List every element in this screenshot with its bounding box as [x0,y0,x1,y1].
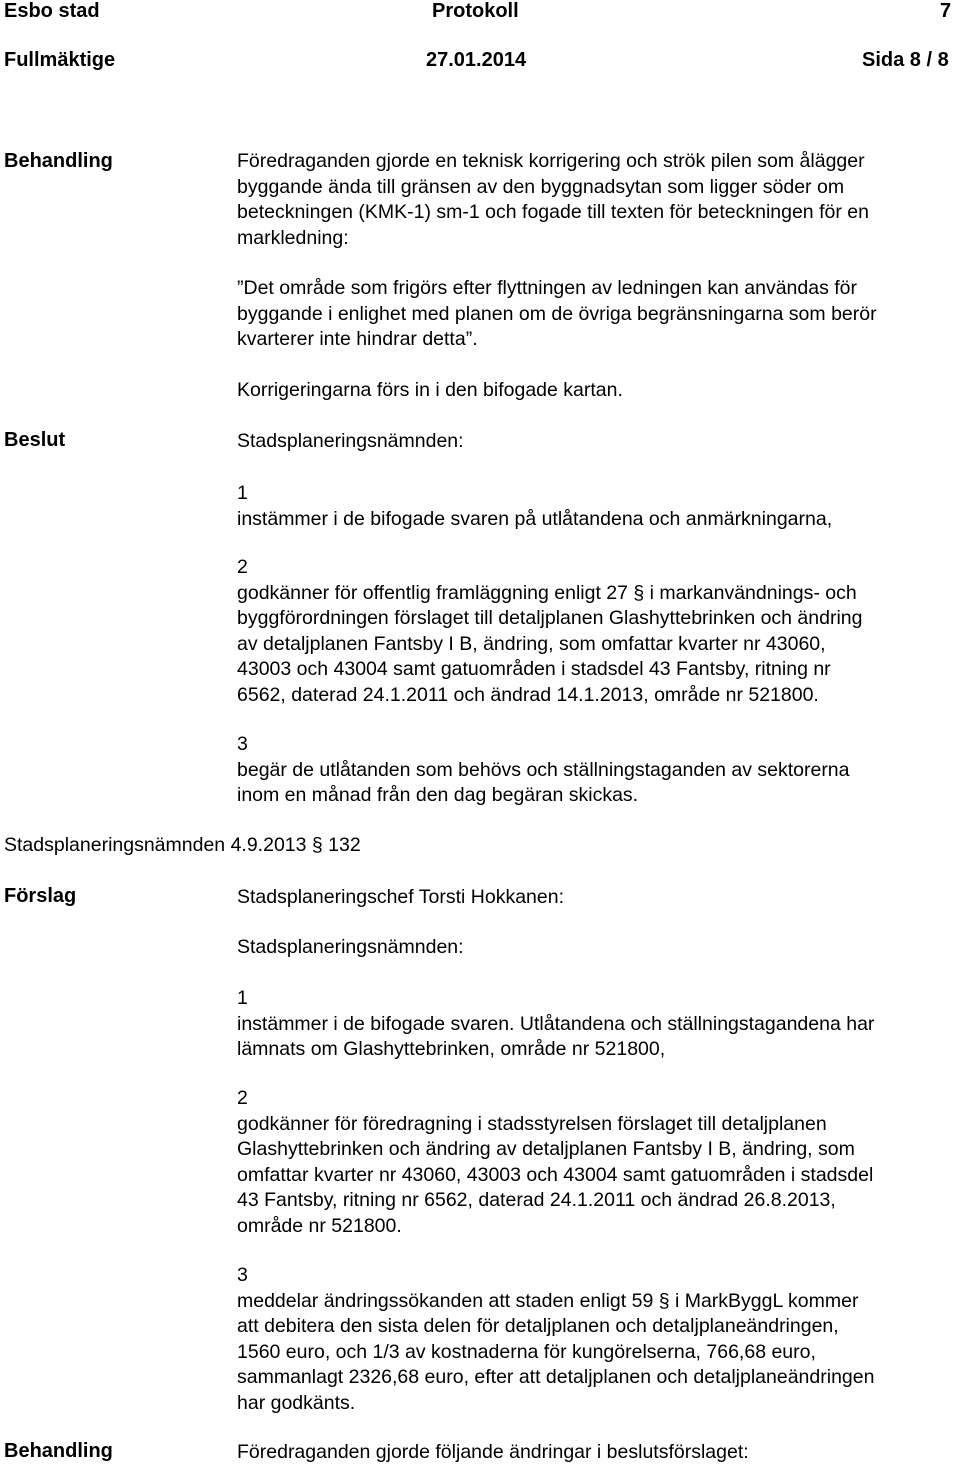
text-line: 1560 euro, och 1/3 av kostnaderna för kungörelserna, 766,68 euro, [237,1340,816,1363]
text-line: meddelar ändringssökanden att staden enligt 59 § i MarkByggL kommer [237,1289,859,1312]
text-line: lämnats om Glashyttebrinken, område nr 521800, [237,1038,666,1060]
text-line: byggande i enlighet med planen om de övriga begränsningarna som berör [237,302,877,325]
item-number: 2 [237,1087,248,1109]
text-line: område nr 521800. [237,1214,402,1237]
header-org: Esbo stad [4,0,100,22]
behandling-intro [237,149,957,251]
header-page-number: 7 [940,0,952,22]
header-body: Fullmäktige [4,49,116,71]
item-number: 1 [237,482,248,504]
beslut-item-2 [237,555,957,708]
text-line: Föredraganden gjorde en teknisk korrigering och strök pilen som ålägger [237,150,865,172]
text-line: 43003 och 43004 samt gatuområden i stadsdel 43 Fantsby, ritning nr [237,658,831,680]
beslut-heading [237,429,957,455]
text-line: 6562, daterad 24.1.2011 och ändrad 14.1.2013, område nr 521800. [237,683,819,706]
item-number: 3 [237,733,248,755]
text-line: 43 Fantsby, ritning nr 6562, daterad 24.1.2011 och ändrad 26.8.2013, [237,1189,836,1211]
behandling-note [237,378,957,404]
behandling-2-text [237,1440,957,1466]
beslut-heading-text: Stadsplaneringsnämnden: [237,430,464,452]
text-line: att debitera den sista delen för detaljplanen och detaljplaneändringen, [237,1315,839,1337]
text-line: byggförordningen förslaget till detaljplanen Glashyttebrinken och ändring [237,607,863,629]
item-number: 1 [237,987,248,1009]
item-number: 3 [237,1264,248,1286]
header-page-info: Sida 8 / 8 [862,49,949,71]
text-line: godkänner för offentlig framläggning enligt 27 § i markanvändnings- och [237,581,857,604]
beslut-item-3 [237,732,957,809]
text-line: Föredraganden gjorde följande ändringar i beslutsförslaget: [237,1441,749,1463]
section-label-forslag: Förslag [4,885,77,907]
text-line: ”Det område som frigörs efter flyttningen av ledningen kan användas för [237,277,858,299]
text-line: omfattar kvarter nr 43060, 43003 och 43004 samt gatuområden i stadsdel [237,1163,874,1186]
text-line: Glashyttebrinken och ändring av detaljplanen Fantsby I B, ändring, som [237,1138,855,1160]
text-line: beteckningen (KMK-1) sm-1 och fogade till texten för beteckningen för en [237,201,869,223]
text-line: instämmer i de bifogade svaren. Utlåtandena och ställningstagandena har [237,1012,875,1035]
meeting-reference: Stadsplaneringsnämnden 4.9.2013 § 132 [4,834,361,856]
header-doc-type: Protokoll [432,0,519,22]
text-line: kvarterer inte hindrar detta”. [237,328,478,350]
text-line: inom en månad från den dag begäran skickas. [237,784,639,806]
section-label-behandling: Behandling [4,150,113,172]
text-line: har godkänts. [237,1391,356,1414]
section-label-beslut: Beslut [4,429,66,451]
text-line: instämmer i de bifogade svaren på utlåtandena och anmärkningarna, [237,507,833,530]
forslag-heading-text: Stadsplaneringsnämnden: [237,936,464,958]
text-line: Korrigeringarna förs in i den bifogade kartan. [237,379,623,401]
beslut-item-1 [237,481,957,532]
text-line: av detaljplanen Fantsby I B, ändring, som omfattar kvarter nr 43060, [237,632,826,655]
text-line: sammanlagt 2326,68 euro, efter att detaljplanen och detaljplaneändringen [237,1366,875,1388]
header-date: 27.01.2014 [426,49,527,71]
item-number: 2 [237,556,248,578]
forslag-proposer [237,885,957,911]
section-label-behandling-2: Behandling [4,1440,113,1462]
text-line: godkänner för föredragning i stadsstyrelsen förslaget till detaljplanen [237,1112,827,1135]
behandling-quote [237,276,957,353]
forslag-item-3 [237,1263,957,1416]
forslag-item-1 [237,986,957,1063]
forslag-item-2 [237,1086,957,1239]
text-line: markledning: [237,226,349,249]
forslag-heading [237,935,957,961]
text-line: begär de utlåtanden som behövs och ställningstaganden av sektorerna [237,758,850,781]
text-line: byggande ända till gränsen av den byggnadsytan som ligger söder om [237,175,845,198]
proposer-text: Stadsplaneringschef Torsti Hokkanen: [237,886,564,908]
